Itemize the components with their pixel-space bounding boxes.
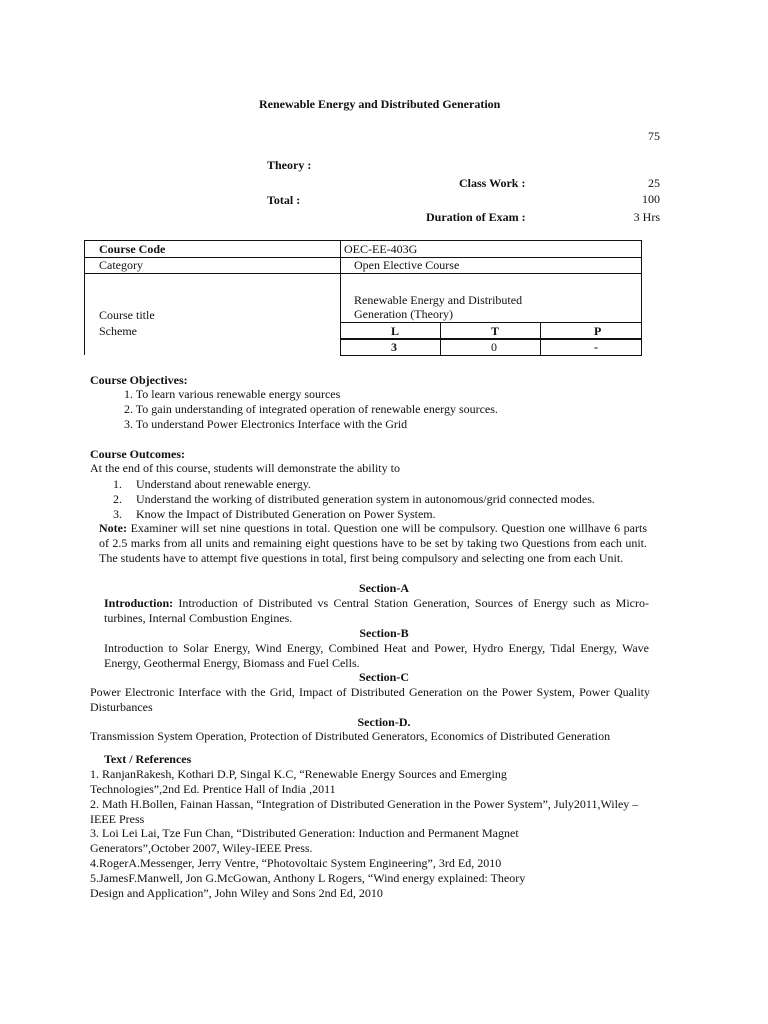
classwork-value: 25: [648, 176, 660, 190]
objective-item: 1. To learn various renewable energy sources: [124, 387, 341, 401]
table-border: [340, 355, 642, 356]
outcome-number: 2.: [113, 492, 122, 506]
course-title-value: Renewable Energy and Distributed: [354, 293, 523, 307]
table-border: [540, 322, 541, 355]
references-heading: Text / References: [104, 752, 192, 766]
note-label: Note:: [99, 521, 127, 535]
reference-line: 3. Loi Lei Lai, Tze Fun Chan, “Distributed Generation: Induction and Permanent Magnet: [90, 826, 519, 840]
total-label: Total :: [267, 193, 301, 207]
outcomes-heading: Course Outcomes:: [90, 447, 185, 461]
course-code-label: Course Code: [99, 242, 166, 256]
reference-line: 5.JamesF.Manwell, Jon G.McGowan, Anthony L Rogers, “Wind energy explained: Theory: [90, 871, 526, 885]
section-b-heading: Section-B: [359, 626, 409, 640]
reference-line: 4.RogerA.Messenger, Jerry Ventre, “Photovoltaic System Engineering”, 3rd Ed, 2010: [90, 856, 502, 870]
duration-value: 3 Hrs: [633, 210, 660, 224]
section-d-heading: Section-D.: [357, 715, 411, 729]
exam-note: [99, 521, 647, 566]
section-c-heading: Section-C: [359, 670, 409, 684]
total-value: 100: [642, 192, 660, 206]
reference-line: 1. RanjanRakesh, Kothari D.P, Singal K.C, “Renewable Energy Sources and Emerging: [90, 767, 507, 781]
course-code-value: OEC-EE-403G: [344, 242, 418, 256]
table-border: [84, 240, 642, 241]
outcome-item: Understand the working of distributed generation system in autonomous/grid connected modes.: [136, 492, 595, 506]
section-a-heading: Section-A: [359, 581, 409, 595]
note-text: Examiner will set nine questions in total. Question one will be compulsory. Question one willhave 6 parts of 2.5 marks from all units and remaining eight questions have to be set by taking two Questions from each unit. The students have to attempt five questions in total, first being compulsory and selecting one from each Unit.: [99, 521, 647, 565]
theory-value: 75: [648, 129, 660, 143]
outcome-item: Understand about renewable energy.: [136, 477, 311, 491]
outcomes-intro: At the end of this course, students will demonstrate the ability to: [90, 461, 400, 475]
reference-line: 2. Math H.Bollen, Fainan Hassan, “Integration of Distributed Generation in the Power System”, July2011,Wiley –: [90, 797, 639, 811]
scheme-label: Scheme: [99, 324, 137, 338]
section-c-text: Power Electronic Interface with the Grid, Impact of Distributed Generation on the Power System, Power Quality Disturbances: [90, 685, 650, 714]
section-a-body: Introduction of Distributed vs Central Station Generation, Sources of Energy such as Micro-turbines, Internal Combustion Engines.: [104, 596, 649, 625]
category-label: Category: [99, 258, 143, 272]
scheme-header-p: P: [594, 324, 602, 338]
course-title-value-cont: Generation (Theory): [354, 307, 453, 321]
reference-line: Technologies”,2nd Ed. Prentice Hall of India ,2011: [90, 782, 336, 796]
objective-item: 3. To understand Power Electronics Interface with the Grid: [124, 417, 408, 431]
outcome-number: 3.: [113, 507, 122, 521]
table-border: [340, 240, 341, 355]
scheme-value-t: 0: [491, 340, 497, 354]
reference-line: Generators”,October 2007, Wiley-IEEE Press.: [90, 841, 313, 855]
classwork-label: Class Work :: [459, 176, 526, 190]
course-title-label: Course title: [99, 308, 155, 322]
objectives-heading: Course Objectives:: [90, 373, 188, 387]
page-title: Renewable Energy and Distributed Generation: [259, 97, 501, 111]
table-border: [440, 322, 441, 355]
category-value: Open Elective Course: [354, 258, 460, 272]
table-border: [641, 240, 642, 355]
reference-line: Design and Application”, John Wiley and Sons 2nd Ed, 2010: [90, 886, 383, 900]
reference-line: IEEE Press: [90, 812, 145, 826]
outcome-number: 1.: [113, 477, 122, 491]
table-border: [340, 322, 642, 323]
scheme-value-p: -: [594, 340, 598, 354]
outcome-item: Know the Impact of Distributed Generation on Power System.: [136, 507, 436, 521]
theory-label: Theory :: [267, 158, 312, 172]
scheme-header-t: T: [491, 324, 500, 338]
scheme-value-l: 3: [391, 340, 397, 354]
section-a-label: Introduction:: [104, 596, 174, 610]
section-b-text: Introduction to Solar Energy, Wind Energy, Combined Heat and Power, Hydro Energy, Tidal Energy, Wave Energy, Geothermal Energy, Biomass and Fuel Cells.: [104, 641, 649, 670]
section-d-text: Transmission System Operation, Protection of Distributed Generators, Economics of Distributed Generation: [90, 729, 611, 743]
scheme-header-l: L: [391, 324, 400, 338]
objective-item: 2. To gain understanding of integrated operation of renewable energy sources.: [124, 402, 498, 416]
table-border: [84, 273, 642, 274]
section-a-text: [104, 596, 649, 626]
duration-label: Duration of Exam :: [426, 210, 526, 224]
table-border: [84, 240, 85, 355]
